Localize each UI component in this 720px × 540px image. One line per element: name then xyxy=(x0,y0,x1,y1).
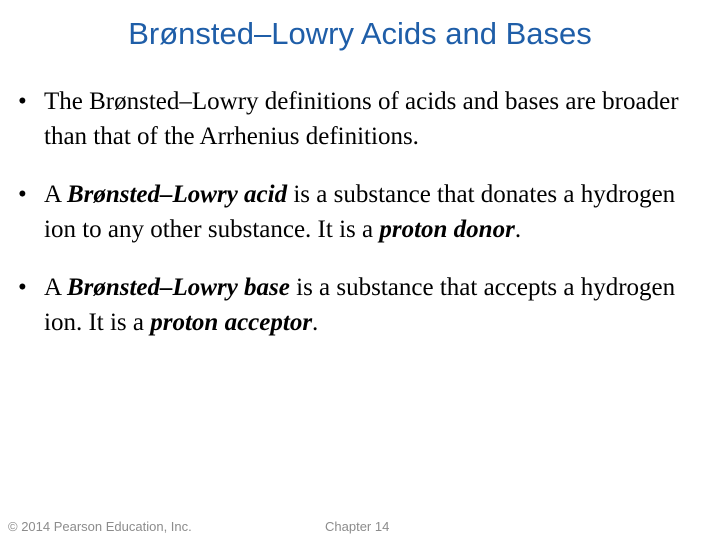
slide-title: Brønsted–Lowry Acids and Bases xyxy=(128,16,592,51)
bullet-text-body: is a substance that donates a hydrogen ion to any other substance. It is a xyxy=(44,181,676,243)
bullet-item-3 xyxy=(18,270,708,340)
term-proton-donor: proton donor xyxy=(379,216,515,243)
bullet-text-body: is a substance that accepts a hydrogen ion. It is a xyxy=(44,274,676,336)
bullet-text: The Brønsted–Lowry definitions of acids and bases are broader than that of the Arrhenius definitions. xyxy=(44,88,679,150)
bullet-text-end: . xyxy=(312,309,319,336)
term-proton-acceptor: proton acceptor xyxy=(150,309,313,336)
term-bronsted-lowry-base: Brønsted–Lowry base xyxy=(66,274,290,301)
bullet-dot-icon: • xyxy=(18,88,27,115)
footer-chapter: Chapter 14 xyxy=(325,519,390,534)
bullet-dot-icon: • xyxy=(18,181,27,208)
bullet-text-lead: A xyxy=(44,181,67,208)
bullet-list xyxy=(18,84,708,363)
bullet-item-2 xyxy=(18,177,708,247)
bullet-text-lead: A xyxy=(44,274,67,301)
bullet-dot-icon: • xyxy=(18,274,27,301)
bullet-text-end: . xyxy=(514,216,522,243)
bullet-item-1 xyxy=(18,84,708,154)
term-bronsted-lowry-acid: Brønsted–Lowry acid xyxy=(66,181,288,208)
footer-copyright: © 2014 Pearson Education, Inc. xyxy=(8,519,192,534)
